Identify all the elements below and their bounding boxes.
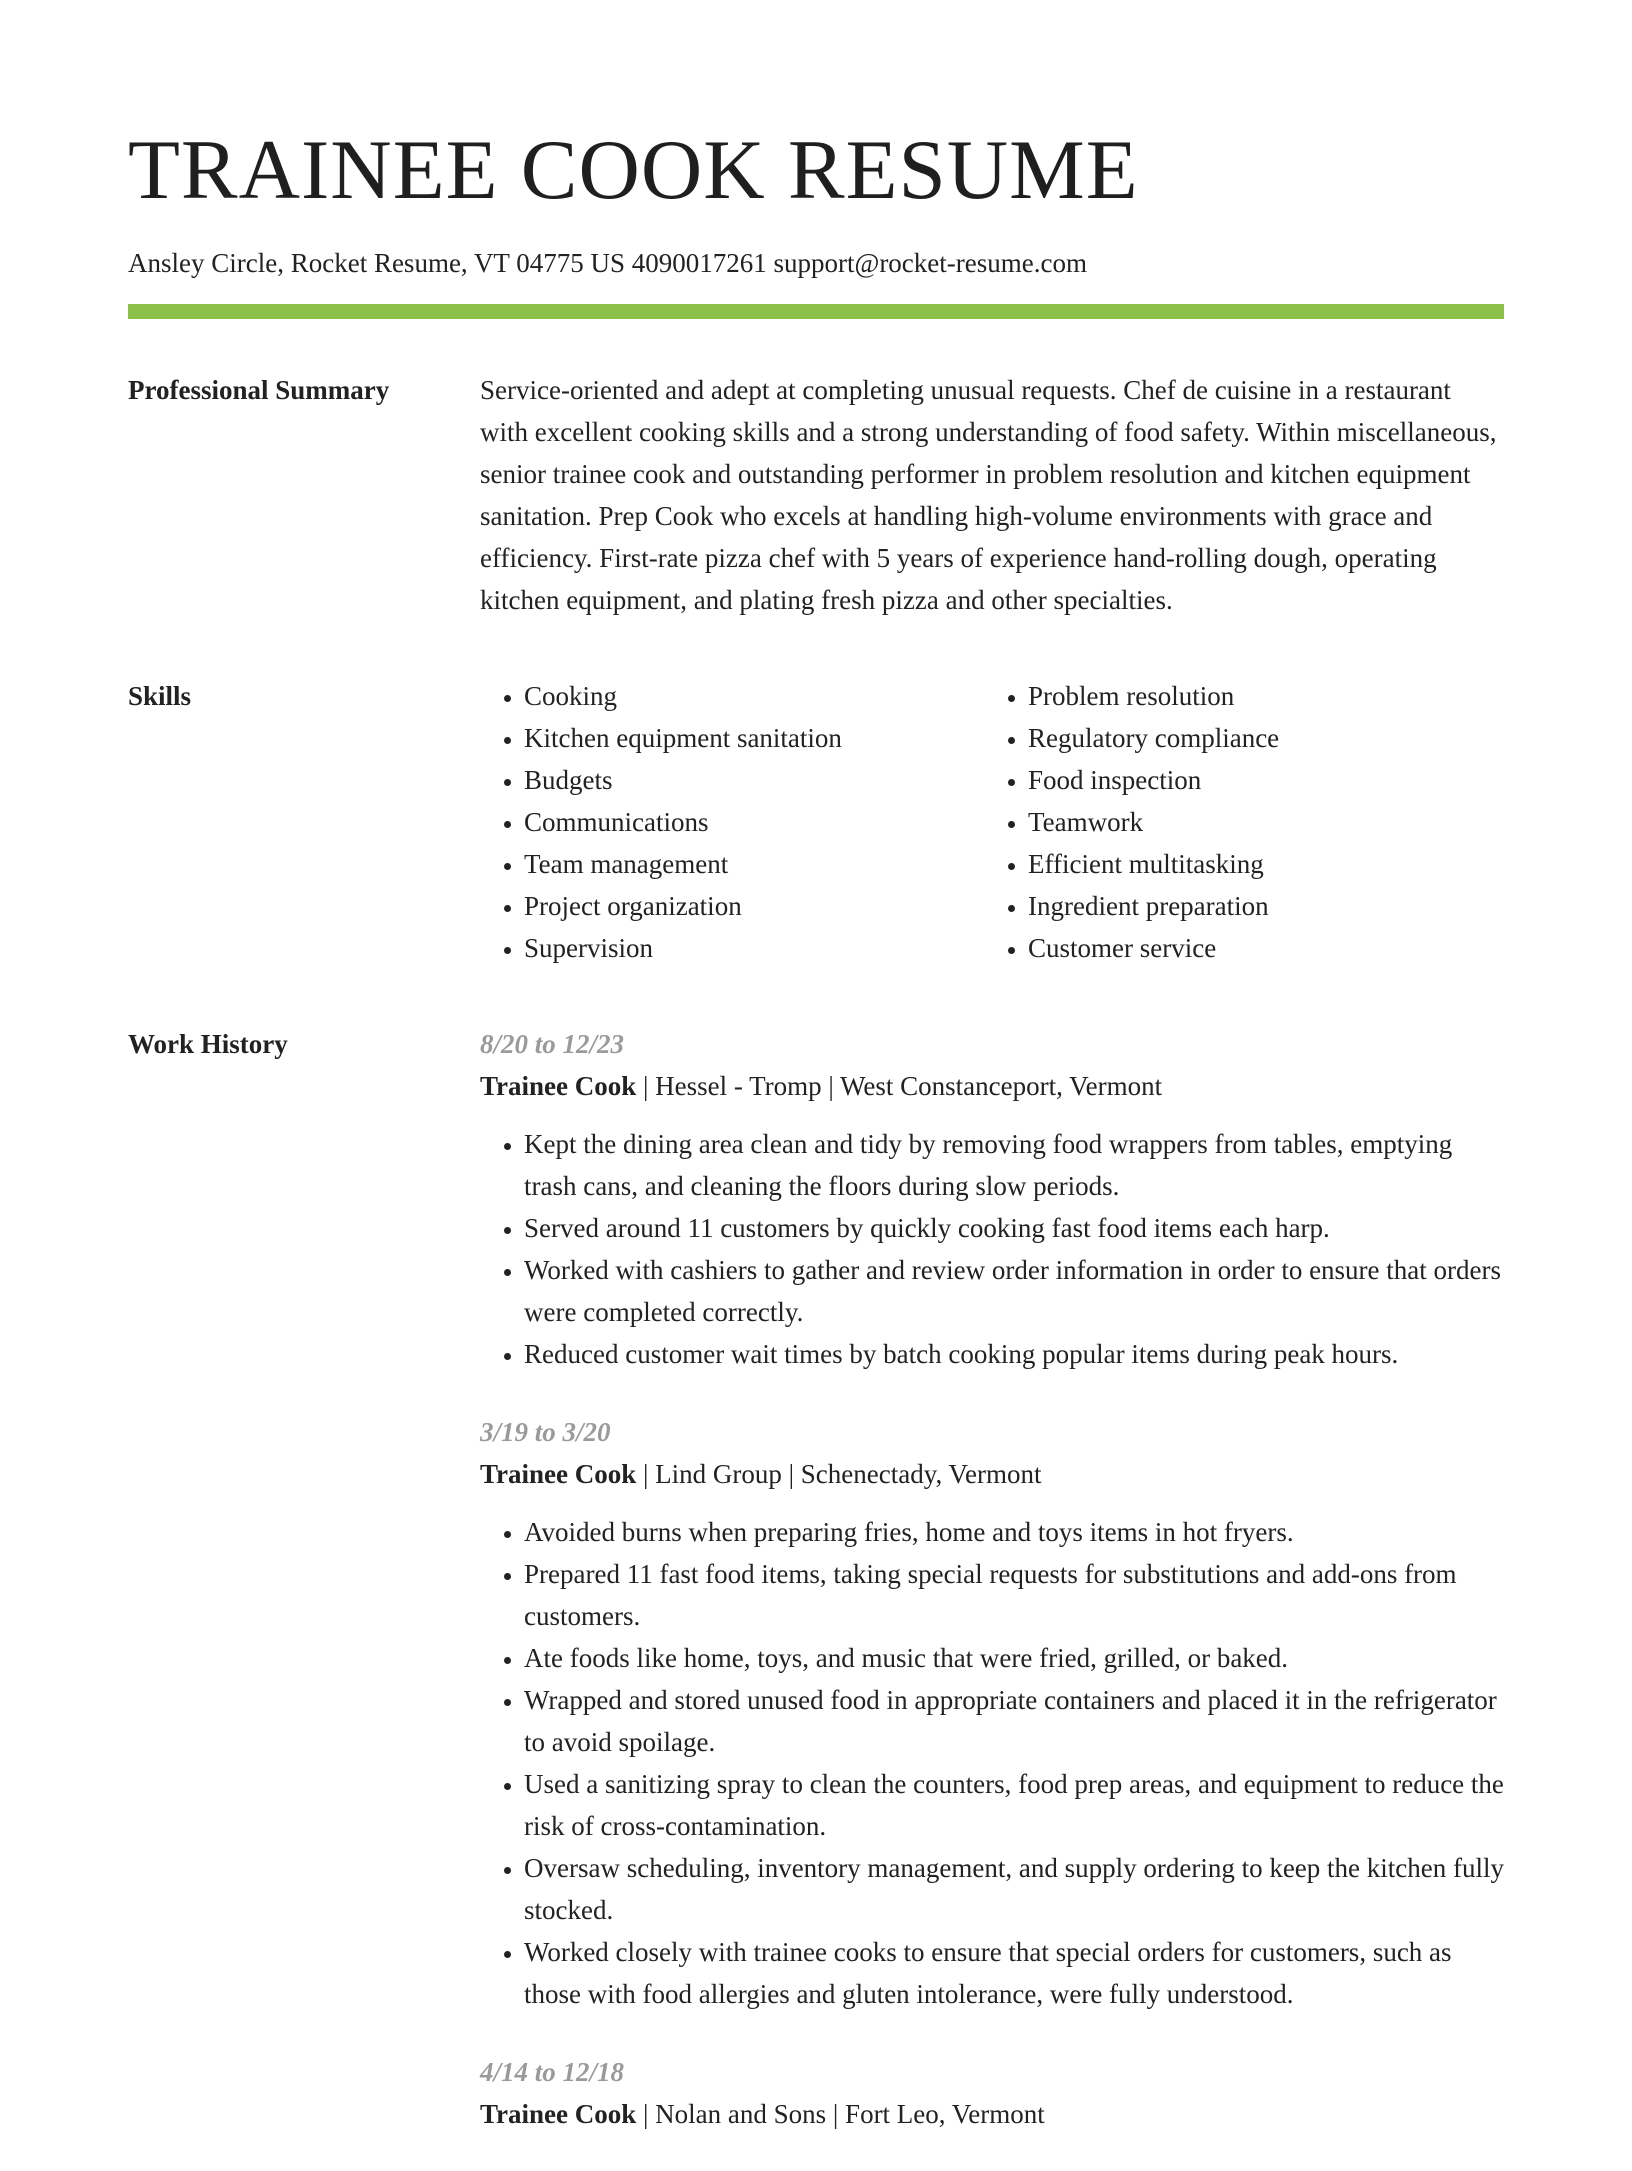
- job-heading: [480, 1065, 1504, 1107]
- skill-item: • Budgets: [524, 759, 984, 801]
- job-bullets: [480, 1123, 1504, 1375]
- job-bullet: • Prepared 11 fast food items, taking special requests for substitutions and add-ons from customers.: [524, 1553, 1504, 1637]
- work-history-list: [480, 1023, 1504, 2171]
- resume-title: TRAINEE COOK RESUME: [128, 123, 1139, 217]
- job-dates: 3/19 to 3/20: [480, 1417, 611, 1447]
- contact-line: Ansley Circle, Rocket Resume, VT 04775 US 4090017261 support@rocket-resume.com: [128, 248, 1087, 278]
- job-dates: 4/14 to 12/18: [480, 2057, 625, 2087]
- skill-item: • Cooking: [524, 675, 984, 717]
- skill-item: • Supervision: [524, 927, 984, 969]
- section-body: [480, 369, 1504, 621]
- job-bullet: • Worked with cashiers to gather and review order information in order to ensure that orders were completed correctly.: [524, 1249, 1504, 1333]
- skill-item: • Kitchen equipment sanitation: [524, 717, 984, 759]
- skills-list-left: [480, 675, 984, 969]
- job-title: Trainee Cook: [480, 1459, 637, 1489]
- summary-text: Service-oriented and adept at completing unusual requests. Chef de cuisine in a restaurant with excellent cooking skills and a strong understanding of food safety. Within miscellaneous, senior trainee cook and outstanding performer in problem resolution and kitchen equipment sanitation. Prep Cook who excels at handling high-volume environments with grace and efficiency. First-rate pizza chef with 5 years of experience hand-rolling dough, operating kitchen equipment, and plating fresh pizza and other specialties.: [480, 375, 1497, 615]
- skill-item: • Project organization: [524, 885, 984, 927]
- skills-columns: [480, 675, 1504, 969]
- skill-item: • Teamwork: [1028, 801, 1488, 843]
- job-title: Trainee Cook: [480, 2099, 637, 2129]
- section-label: Work History: [128, 1029, 288, 1059]
- job-bullet: • Kept the dining area clean and tidy by removing food wrappers from tables, emptying trash cans, and cleaning the floors during slow periods.: [524, 1123, 1504, 1207]
- job-entry: [480, 1411, 1504, 2015]
- skill-item: • Regulatory compliance: [1028, 717, 1488, 759]
- skill-item: • Food inspection: [1028, 759, 1488, 801]
- work-history-section: [128, 1023, 1504, 2171]
- skill-item: • Communications: [524, 801, 984, 843]
- job-bullet: • Reduced customer wait times by batch cooking popular items during peak hours.: [524, 1333, 1504, 1375]
- job-bullet: • Oversaw scheduling, inventory management, and supply ordering to keep the kitchen fully stocked.: [524, 1847, 1504, 1931]
- header-divider: [128, 304, 1504, 319]
- job-employer-location: | Hessel - Tromp | West Constanceport, Vermont: [636, 1071, 1163, 1101]
- skill-item: • Customer service: [1028, 927, 1488, 969]
- job-entry: [480, 1023, 1504, 1375]
- skill-item: • Problem resolution: [1028, 675, 1488, 717]
- job-bullet: • Worked closely with trainee cooks to ensure that special orders for customers, such as those with food allergies and gluten intolerance, were fully understood.: [524, 1931, 1504, 2015]
- job-title: Trainee Cook: [480, 1071, 637, 1101]
- skills-list-right: [984, 675, 1488, 969]
- job-heading: [480, 1453, 1504, 1495]
- job-heading: [480, 2093, 1504, 2135]
- skill-item: • Ingredient preparation: [1028, 885, 1488, 927]
- job-bullet: • Wrapped and stored unused food in appropriate containers and placed it in the refrigerator to avoid spoilage.: [524, 1679, 1504, 1763]
- job-bullet: • Avoided burns when preparing fries, home and toys items in hot fryers.: [524, 1511, 1504, 1553]
- job-entry: [480, 2051, 1504, 2135]
- skill-item: • Efficient multitasking: [1028, 843, 1488, 885]
- section-label: Skills: [128, 681, 192, 711]
- job-bullets: [480, 1511, 1504, 2015]
- resume-page: [128, 0, 1504, 2171]
- job-employer-location: | Lind Group | Schenectady, Vermont: [636, 1459, 1042, 1489]
- job-bullet: • Ate foods like home, toys, and music that were fried, grilled, or baked.: [524, 1637, 1504, 1679]
- skill-item: • Team management: [524, 843, 984, 885]
- job-bullet: • Served around 11 customers by quickly cooking fast food items each harp.: [524, 1207, 1504, 1249]
- job-dates: 8/20 to 12/23: [480, 1029, 625, 1059]
- job-bullet: • Used a sanitizing spray to clean the counters, food prep areas, and equipment to reduce the risk of cross-contamination.: [524, 1763, 1504, 1847]
- professional-summary-section: [128, 369, 1504, 621]
- skills-section: [128, 675, 1504, 969]
- job-employer-location: | Nolan and Sons | Fort Leo, Vermont: [636, 2099, 1045, 2129]
- section-label: Professional Summary: [128, 375, 390, 405]
